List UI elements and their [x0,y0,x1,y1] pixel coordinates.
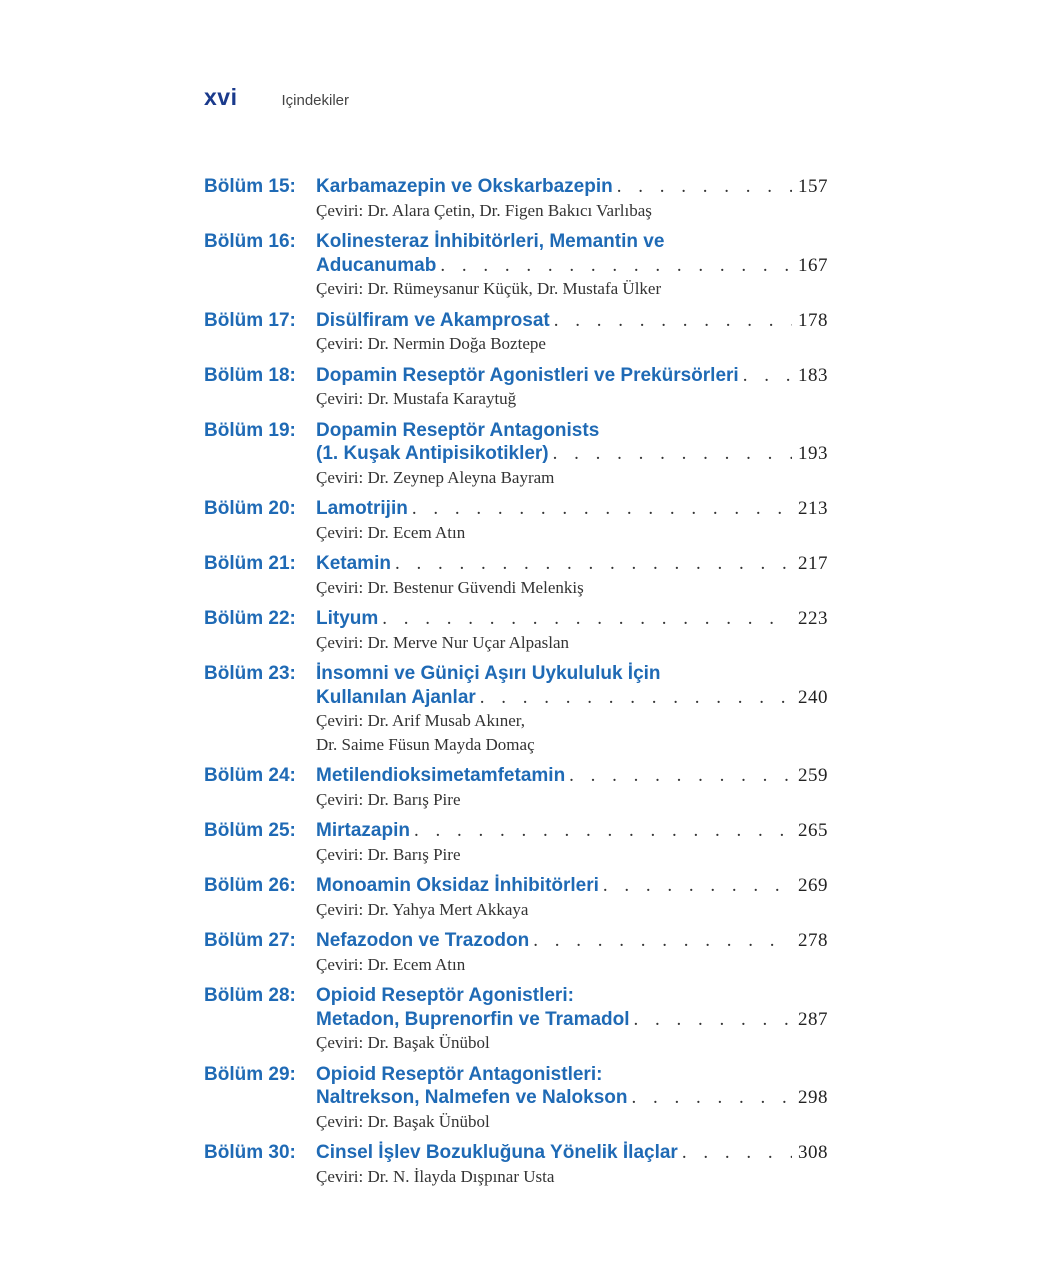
translator-credit: Çeviri: Dr. Rümeysanur Küçük, Dr. Mustafa Ülker [316,279,662,298]
chapter-title-line: Metadon, Buprenorfin ve Tramadol [316,1008,630,1030]
chapter-title-row [316,1141,828,1165]
toc-entry [204,497,828,544]
toc-entry [204,662,828,756]
toc-entry [204,607,828,654]
toc-entry [204,764,828,811]
chapter-title-line: Mirtazapin [316,820,410,841]
entry-body [316,419,828,490]
chapter-number: Bölüm 29: [204,1063,296,1085]
toc-entry [204,230,828,301]
page-reference: 298 [798,1087,828,1108]
dot-leader [739,364,792,388]
dot-leader [378,607,792,631]
page-reference: 287 [798,1008,828,1030]
page-number: xvi [204,84,238,110]
page-reference: 213 [798,498,828,519]
entry-body [316,230,828,301]
chapter-title-line: Cinsel İşlev Bozukluğuna Yönelik İlaçlar [316,1142,678,1163]
chapter-title-row [316,552,828,576]
page-header [204,84,349,111]
dot-leader [678,1141,792,1165]
entry-body [316,497,828,544]
dot-leader [391,552,792,576]
chapter-title-row [316,175,828,199]
page-reference: 278 [798,930,828,951]
chapter-number: Bölüm 16: [204,231,296,252]
chapter-number: Bölüm 24: [204,765,296,786]
translator-credit: Çeviri: Dr. N. İlayda Dışpınar Usta [316,1166,555,1186]
chapter-title-line: Lamotrijin [316,498,408,519]
chapter-number: Bölüm 23: [204,663,296,684]
dot-leader [613,175,792,199]
toc-entry [204,552,828,599]
chapter-title-line: Lityum [316,608,379,629]
chapter-number: Bölüm 26: [204,875,296,896]
page-reference: 193 [798,443,828,464]
chapter-title-row [316,364,828,388]
toc-entry [204,929,828,976]
chapter-title-line: Opioid Reseptör Agonistleri: [316,985,574,1006]
chapter-title-row [316,607,828,631]
toc-entry [204,984,828,1055]
chapter-title-line: Metilendioksimetamfetamin [316,765,566,786]
chapter-title-line: Kullanılan Ajanlar [316,686,476,708]
dot-leader [476,686,792,710]
dot-leader [410,819,792,843]
entry-body [316,1141,828,1188]
chapter-number: Bölüm 22: [204,608,296,629]
chapter-number: Bölüm 20: [204,498,296,519]
chapter-title-row [316,764,828,788]
chapter-title-line: Disülfiram ve Akamprosat [316,309,550,331]
toc-entry [204,419,828,490]
entry-body [316,874,828,921]
translator-credit: Çeviri: Dr. Arif Musab Akıner, [316,711,525,730]
entry-body [316,764,828,811]
translator-credit: Çeviri: Dr. Başak Ünübol [316,1033,490,1052]
chapter-title-row [316,497,828,521]
toc-entry [204,364,828,411]
entry-body [316,552,828,599]
chapter-title-row [316,819,828,843]
dot-leader [630,1008,792,1032]
chapter-title-line: Opioid Reseptör Antagonistleri: [316,1063,603,1085]
chapter-title-line: Karbamazepin ve Okskarbazepin [316,176,613,197]
page-reference: 269 [798,875,828,896]
page-reference: 223 [798,608,828,629]
chapter-title-row [316,1086,828,1110]
chapter-number: Bölüm 17: [204,309,296,331]
entry-body [316,662,828,756]
translator-credit: Çeviri: Dr. Başak Ünübol [316,1111,490,1131]
translator-credit: Çeviri: Dr. Ecem Atın [316,954,466,974]
page-reference: 178 [798,309,828,331]
translator-credit: Çeviri: Dr. Bestenur Güvendi Melenkiş [316,577,584,597]
translator-credit: Çeviri: Dr. Yahya Mert Akkaya [316,899,529,919]
dot-leader [550,309,792,333]
page-reference: 265 [798,820,828,841]
running-title: Içindekiler [281,92,350,109]
dot-leader [529,929,792,953]
page-reference: 259 [798,765,828,786]
chapter-title-row [316,254,828,278]
page-reference: 167 [798,254,828,276]
chapter-number: Bölüm 15: [204,176,296,197]
toc-entry [204,819,828,866]
chapter-title-line: İnsomni ve Güniçi Aşırı Uykululuk İçin [316,663,661,684]
chapter-number: Bölüm 30: [204,1142,296,1163]
page-reference: 183 [798,364,828,386]
chapter-title-line: Dopamin Reseptör Antagonists [316,419,600,441]
page-reference: 240 [798,686,828,708]
page-reference: 157 [798,176,828,197]
chapter-title-row [316,929,828,953]
chapter-title-line: Nefazodon ve Trazodon [316,930,530,951]
dot-leader [408,497,792,521]
chapter-title-line: Kolinesteraz İnhibitörleri, Memantin ve [316,231,665,252]
entry-body [316,607,828,654]
chapter-number: Bölüm 25: [204,820,296,841]
translator-credit: Çeviri: Dr. Mustafa Karaytuğ [316,389,517,408]
translator-credit: Çeviri: Dr. Ecem Atın [316,522,466,542]
page-reference: 308 [798,1142,828,1163]
page-reference: 217 [798,553,828,574]
translator-credit: Dr. Saime Füsun Mayda Domaç [316,734,535,754]
translator-credit: Çeviri: Dr. Merve Nur Uçar Alpaslan [316,632,570,652]
toc-entry [204,309,828,356]
chapter-title-line: Aducanumab [316,254,437,276]
dot-leader [565,764,792,788]
chapter-title-row [316,1008,828,1032]
table-of-contents [204,175,828,1196]
chapter-title-row [316,309,828,333]
chapter-title-line: Ketamin [316,553,391,574]
entry-body [316,1063,828,1134]
chapter-number: Bölüm 21: [204,553,296,574]
entry-body [316,984,828,1055]
translator-credit: Çeviri: Dr. Barış Pire [316,789,461,809]
dot-leader [628,1086,793,1110]
dot-leader [599,874,792,898]
chapter-title-line: Naltrekson, Nalmefen ve Nalokson [316,1087,628,1108]
entry-body [316,309,828,356]
entry-body [316,819,828,866]
chapter-number: Bölüm 18: [204,364,296,386]
toc-entry [204,874,828,921]
chapter-title-row [316,442,828,466]
chapter-number: Bölüm 28: [204,985,296,1006]
toc-entry [204,175,828,222]
chapter-number: Bölüm 19: [204,419,296,441]
chapter-title-row [316,686,828,710]
toc-entry [204,1063,828,1134]
chapter-title-line: (1. Kuşak Antipisikotikler) [316,443,549,464]
translator-credit: Çeviri: Dr. Zeynep Aleyna Bayram [316,467,555,487]
chapter-title-row [316,874,828,898]
entry-body [316,364,828,411]
entry-body [316,175,828,222]
translator-credit: Çeviri: Dr. Alara Çetin, Dr. Figen Bakıcı Varlıbaş [316,200,652,220]
chapter-title-line: Monoamin Oksidaz İnhibitörleri [316,875,599,896]
dot-leader [549,442,792,466]
chapter-number: Bölüm 27: [204,930,296,951]
toc-entry [204,1141,828,1188]
translator-credit: Çeviri: Dr. Barış Pire [316,844,461,864]
translator-credit: Çeviri: Dr. Nermin Doğa Boztepe [316,334,546,353]
chapter-title-line: Dopamin Reseptör Agonistleri ve Prekürsörleri [316,364,739,386]
entry-body [316,929,828,976]
dot-leader [436,254,792,278]
